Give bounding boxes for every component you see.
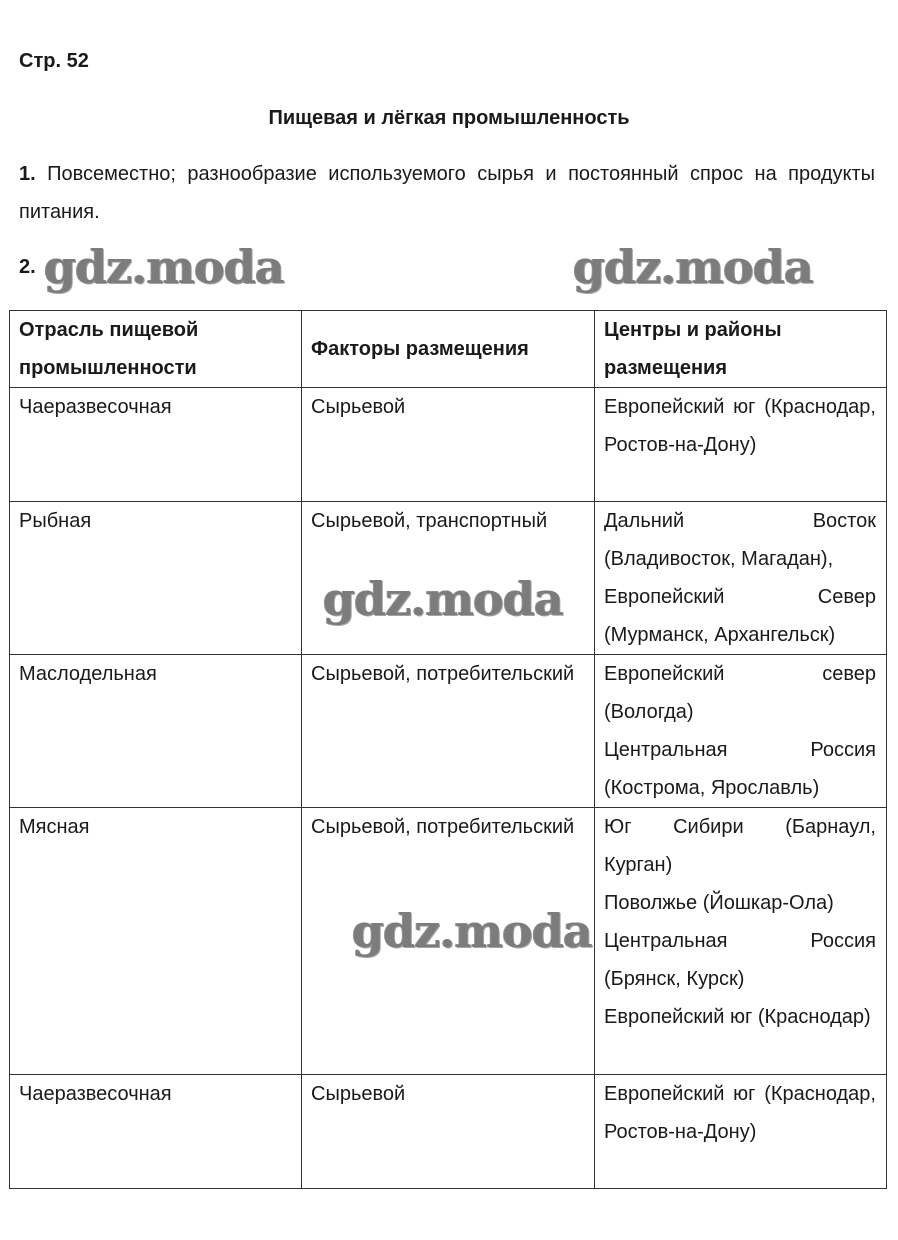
answer-1-number: 1.: [19, 163, 36, 185]
factors-cell: Сырьевой: [302, 1075, 595, 1189]
watermark: gdz.moda: [573, 240, 813, 294]
answer-2-number: 2.: [19, 256, 36, 278]
table-row: [10, 808, 887, 1075]
center-line: Центральная Россия (Брянск, Курск): [604, 930, 876, 990]
center-line: Европейский юг (Краснодар): [604, 1006, 871, 1028]
factors-cell: Сырьевой: [302, 388, 595, 502]
center-line: Европейский юг (Краснодар, Ростов-на-Дону): [604, 1083, 876, 1143]
branch-cell: Чаеразвесочная: [10, 388, 302, 502]
centers-cell: [595, 655, 887, 808]
answer-1: [19, 155, 875, 231]
center-line: Европейский Север (Мурманск, Архангельск): [604, 586, 876, 646]
branch-cell: Рыбная: [10, 502, 302, 655]
industry-table: [9, 310, 887, 1189]
page-title: Пищевая и лёгкая промышленность: [268, 107, 630, 129]
watermark: gdz.moda: [323, 572, 563, 626]
centers-cell: [595, 1075, 887, 1189]
factors-cell: Сырьевой, потребительский: [302, 808, 595, 1075]
watermark: gdz.moda: [44, 240, 284, 294]
answer-1-text: Повсеместно; разнообразие используемого сырья и постоянный спрос на продукты питания.: [19, 163, 875, 223]
factors-cell: Сырьевой, потребительский: [302, 655, 595, 808]
center-line: Европейский юг (Краснодар, Ростов-на-Дону): [604, 396, 876, 456]
center-line: Дальний Восток (Владивосток, Магадан),: [604, 510, 876, 570]
table-row: [10, 388, 887, 502]
table-row: [10, 1075, 887, 1189]
header-branch: Отрасль пищевой промышленности: [10, 311, 302, 388]
header-centers: Центры и районы размещения: [595, 311, 887, 388]
center-line: Европейский север (Вологда): [604, 663, 876, 723]
table-row: [10, 655, 887, 808]
branch-cell: Мясная: [10, 808, 302, 1075]
page-number: Стр. 52: [19, 50, 89, 72]
centers-cell: [595, 502, 887, 655]
factors-cell: Сырьевой, транспортный: [302, 502, 595, 655]
table-row: [10, 502, 887, 655]
centers-cell: [595, 388, 887, 502]
table-header-row: [10, 311, 887, 388]
header-factors: Факторы размещения: [302, 311, 595, 388]
branch-cell: Маслодельная: [10, 655, 302, 808]
centers-cell: [595, 808, 887, 1075]
branch-cell: Чаеразвесочная: [10, 1075, 302, 1189]
center-line: Центральная Россия (Кострома, Ярославль): [604, 739, 876, 799]
watermark: gdz.moda: [352, 904, 592, 958]
center-line: Юг Сибири (Барнаул, Курган): [604, 816, 876, 876]
center-line: Поволжье (Йошкар-Ола): [604, 892, 834, 914]
